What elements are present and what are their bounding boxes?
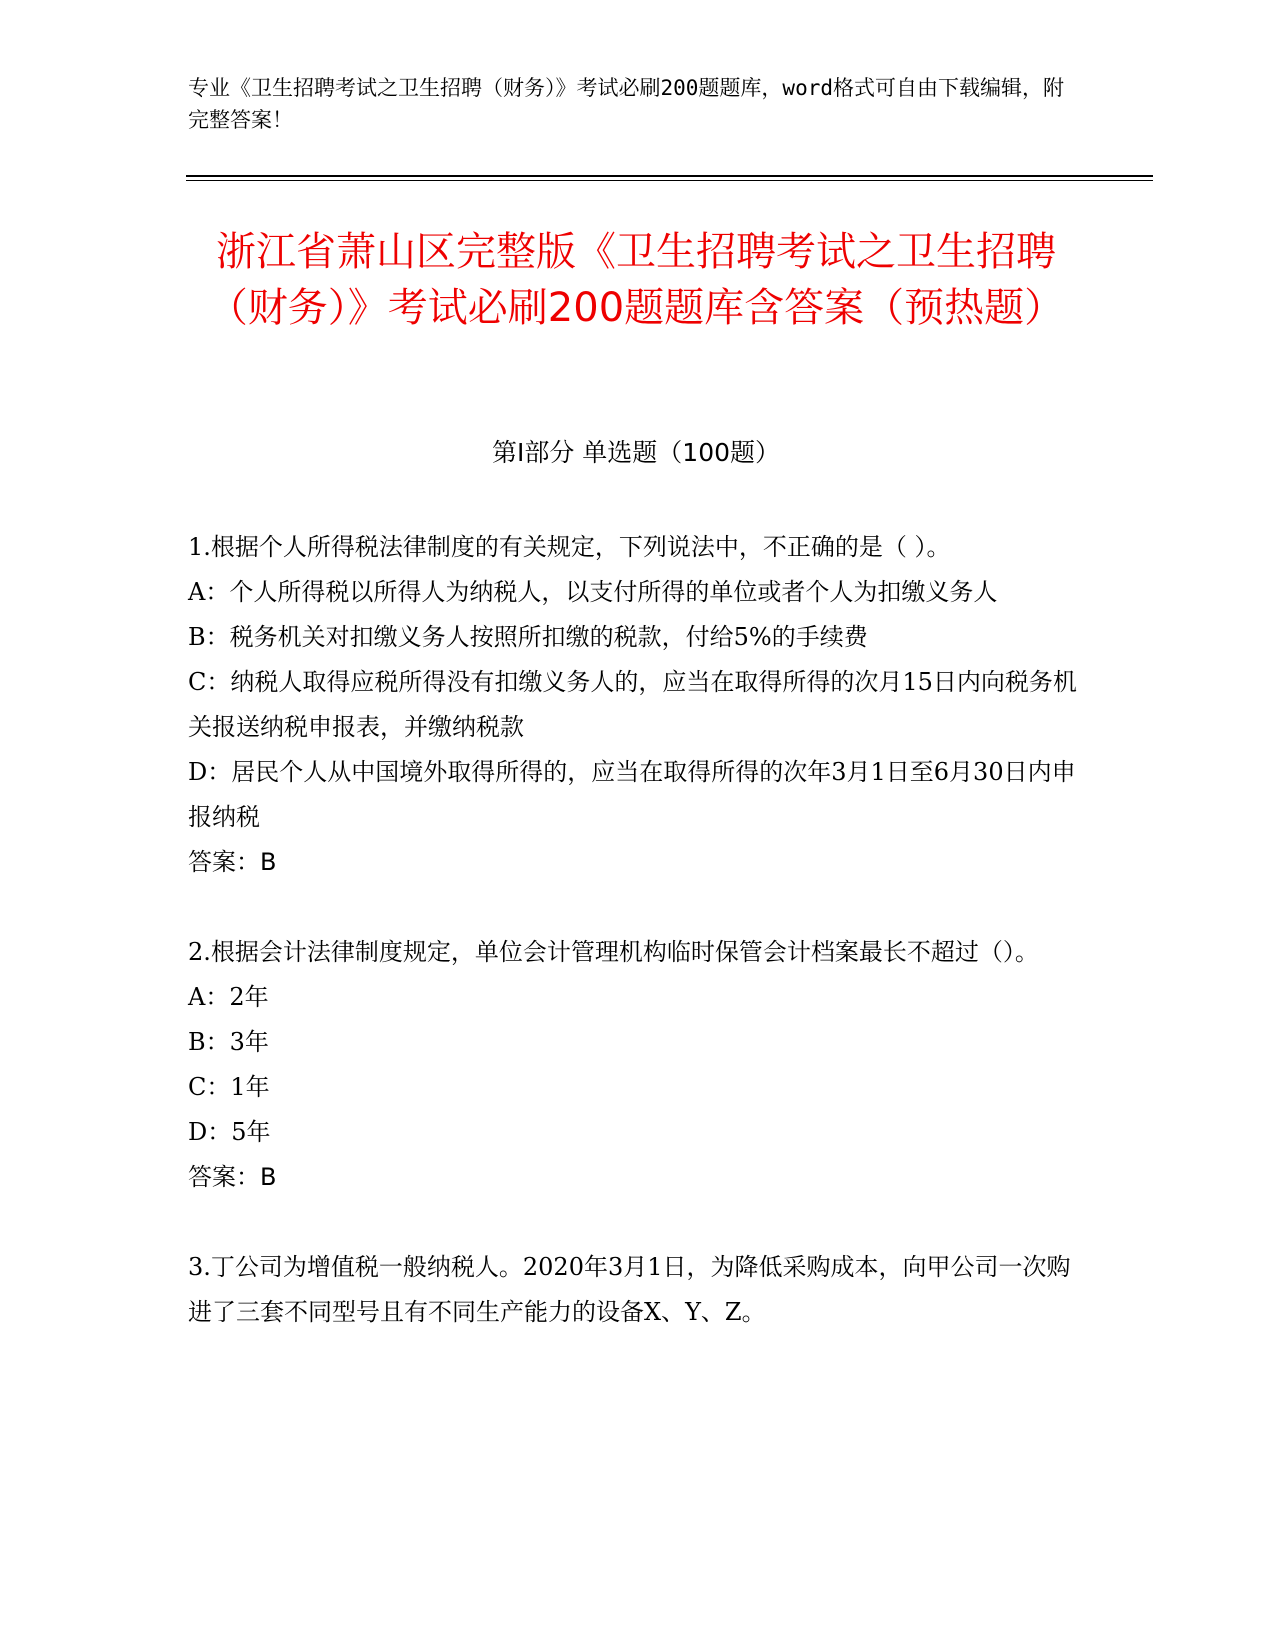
option-d: D：居民个人从中国境外取得所得的，应当在取得所得的次年3月1日至6月30日内申报纳税 bbox=[188, 758, 1076, 831]
option-a: A：个人所得税以所得人为纳税人，以支付所得的单位或者个人为扣缴义务人 bbox=[188, 578, 998, 606]
answer: 答案：B bbox=[188, 848, 277, 876]
question-3 bbox=[188, 1245, 1078, 1335]
header-note: 专业《卫生招聘考试之卫生招聘（财务）》考试必刷200题题库，word格式可自由下载编辑，附完整答案！ bbox=[188, 76, 1064, 132]
question-1 bbox=[188, 525, 1078, 885]
question-2 bbox=[188, 930, 1078, 1200]
option-c: C：1年 bbox=[188, 1073, 270, 1101]
question-stem: 1.根据个人所得税法律制度的有关规定，下列说法中，不正确的是（ ）。 bbox=[188, 533, 951, 561]
answer: 答案：B bbox=[188, 1163, 277, 1191]
option-b: B：税务机关对扣缴义务人按照所扣缴的税款，付给5%的手续费 bbox=[188, 623, 868, 651]
option-a: A：2年 bbox=[188, 983, 269, 1011]
option-b: B：3年 bbox=[188, 1028, 269, 1056]
option-d: D：5年 bbox=[188, 1118, 271, 1146]
question-stem: 3.丁公司为增值税一般纳税人。2020年3月1日，为降低采购成本，向甲公司一次购进了三套不同型号且有不同生产能力的设备X、Y、Z。 bbox=[188, 1253, 1071, 1326]
section-heading: 第Ⅰ部分 单选题（100题） bbox=[491, 438, 781, 467]
header-divider-thick bbox=[186, 175, 1153, 177]
question-stem: 2.根据会计法律制度规定，单位会计管理机构临时保管会计档案最长不超过（）。 bbox=[188, 938, 1039, 966]
header-divider-thin bbox=[186, 180, 1153, 181]
question-list bbox=[188, 525, 1078, 1380]
page-title: 浙江省萧山区完整版《卫生招聘考试之卫生招聘（财务）》考试必刷200题题库含答案（预热题） bbox=[207, 229, 1065, 331]
option-c: C：纳税人取得应税所得没有扣缴义务人的，应当在取得所得的次月15日内向税务机关报送纳税申报表，并缴纳税款 bbox=[188, 668, 1077, 741]
